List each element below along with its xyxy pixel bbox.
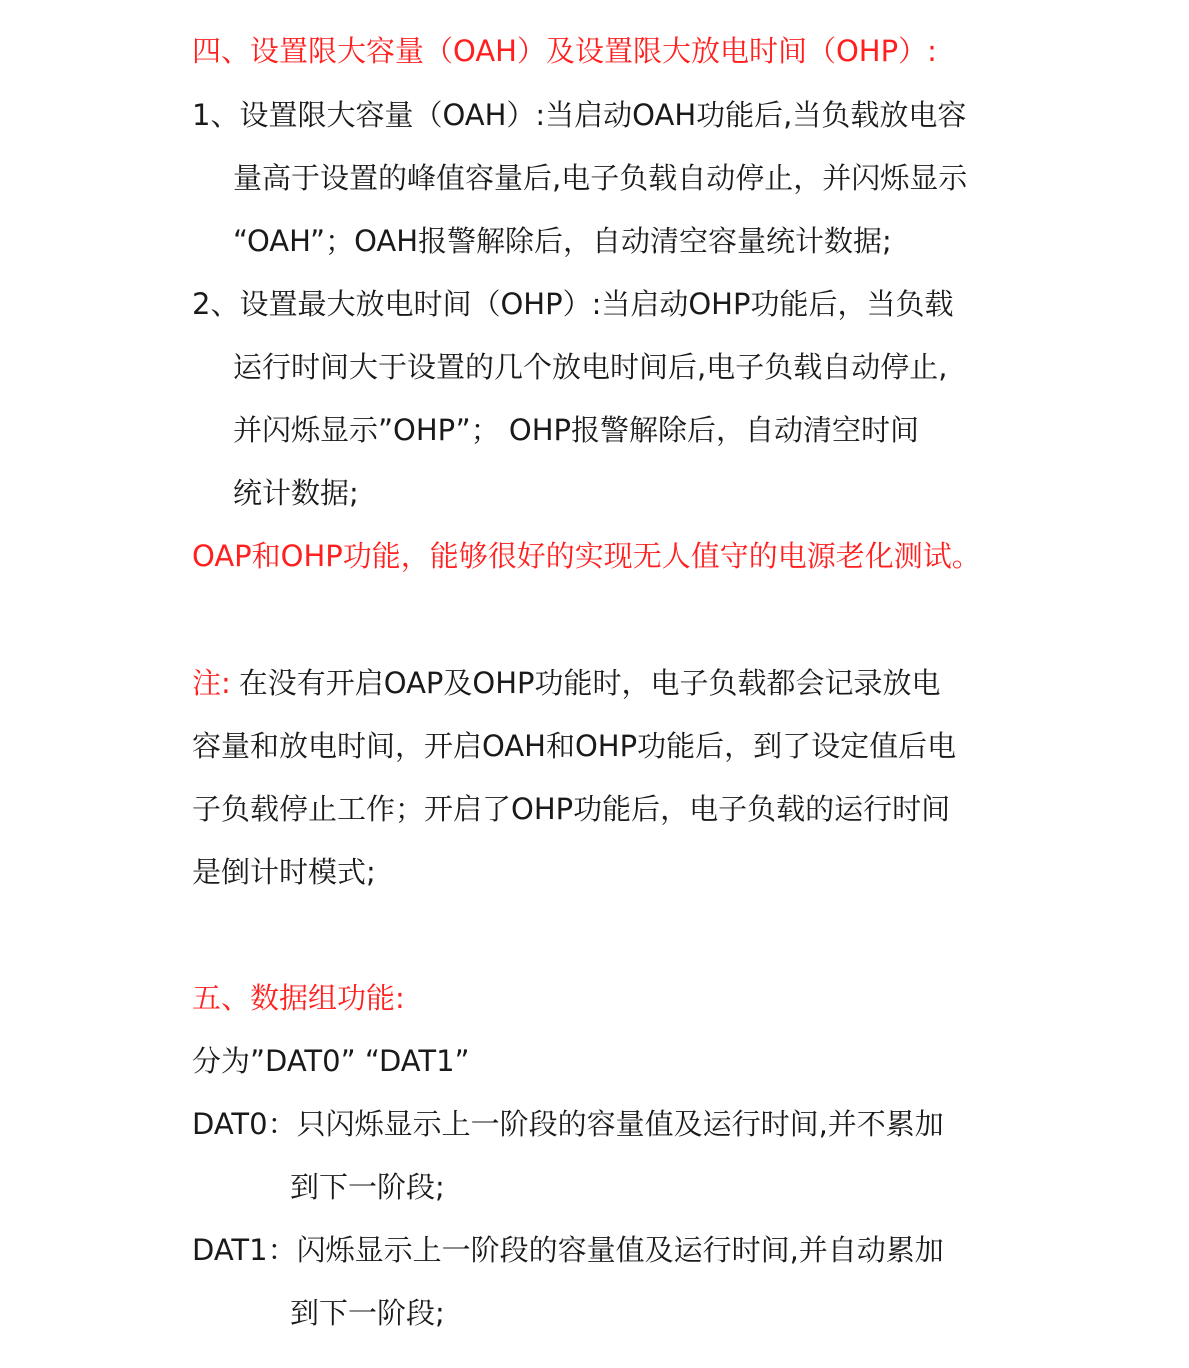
section4-item1-line1: 1、设置限大容量（OAH）:当启动OAH功能后,当负载放电容 — [192, 98, 967, 132]
section5-intro: 分为”DAT0” “DAT1” — [192, 1044, 470, 1078]
section4-highlight: OAP和OHP功能，能够很好的实现无人值守的电源老化测试。 — [192, 539, 981, 573]
section4-item2-line1: 2、设置最大放电时间（OHP）:当启动OHP功能后，当负载 — [192, 287, 954, 321]
section4-item2-line3: 并闪烁显示”OHP”； OHP报警解除后，自动清空时间 — [233, 413, 920, 447]
section5-dat0-line1: DAT0：只闪烁显示上一阶段的容量值及运行时间,并不累加 — [192, 1107, 944, 1141]
section4-item2-line2: 运行时间大于设置的几个放电时间后,电子负载自动停止, — [233, 350, 948, 384]
section4-title: 四、设置限大容量（OAH）及设置限大放电时间（OHP）: — [192, 34, 937, 68]
section4-item1-line3: “OAH”；OAH报警解除后，自动清空容量统计数据; — [233, 224, 892, 258]
section4-item2-line4: 统计数据; — [233, 476, 359, 510]
note-line1 — [192, 663, 941, 703]
note-label: 注: — [192, 666, 231, 700]
section5-title: 五、数据组功能: — [192, 981, 405, 1015]
section4-item1-line2: 量高于设置的峰值容量后,电子负载自动停止，并闪烁显示 — [233, 161, 968, 195]
note-line3: 子负载停止工作；开启了OHP功能后，电子负载的运行时间 — [192, 792, 951, 826]
note-line1-text: 在没有开启OAP及OHP功能时，电子负载都会记录放电 — [238, 666, 941, 700]
note-line2: 容量和放电时间，开启OAH和OHP功能后，到了设定值后电 — [192, 729, 957, 763]
section5-dat1-line2: 到下一阶段; — [290, 1296, 445, 1330]
section5-dat1-line1: DAT1：闪烁显示上一阶段的容量值及运行时间,并自动累加 — [192, 1233, 944, 1267]
section5-dat0-line2: 到下一阶段; — [290, 1170, 445, 1204]
note-line4: 是倒计时模式; — [192, 855, 376, 889]
